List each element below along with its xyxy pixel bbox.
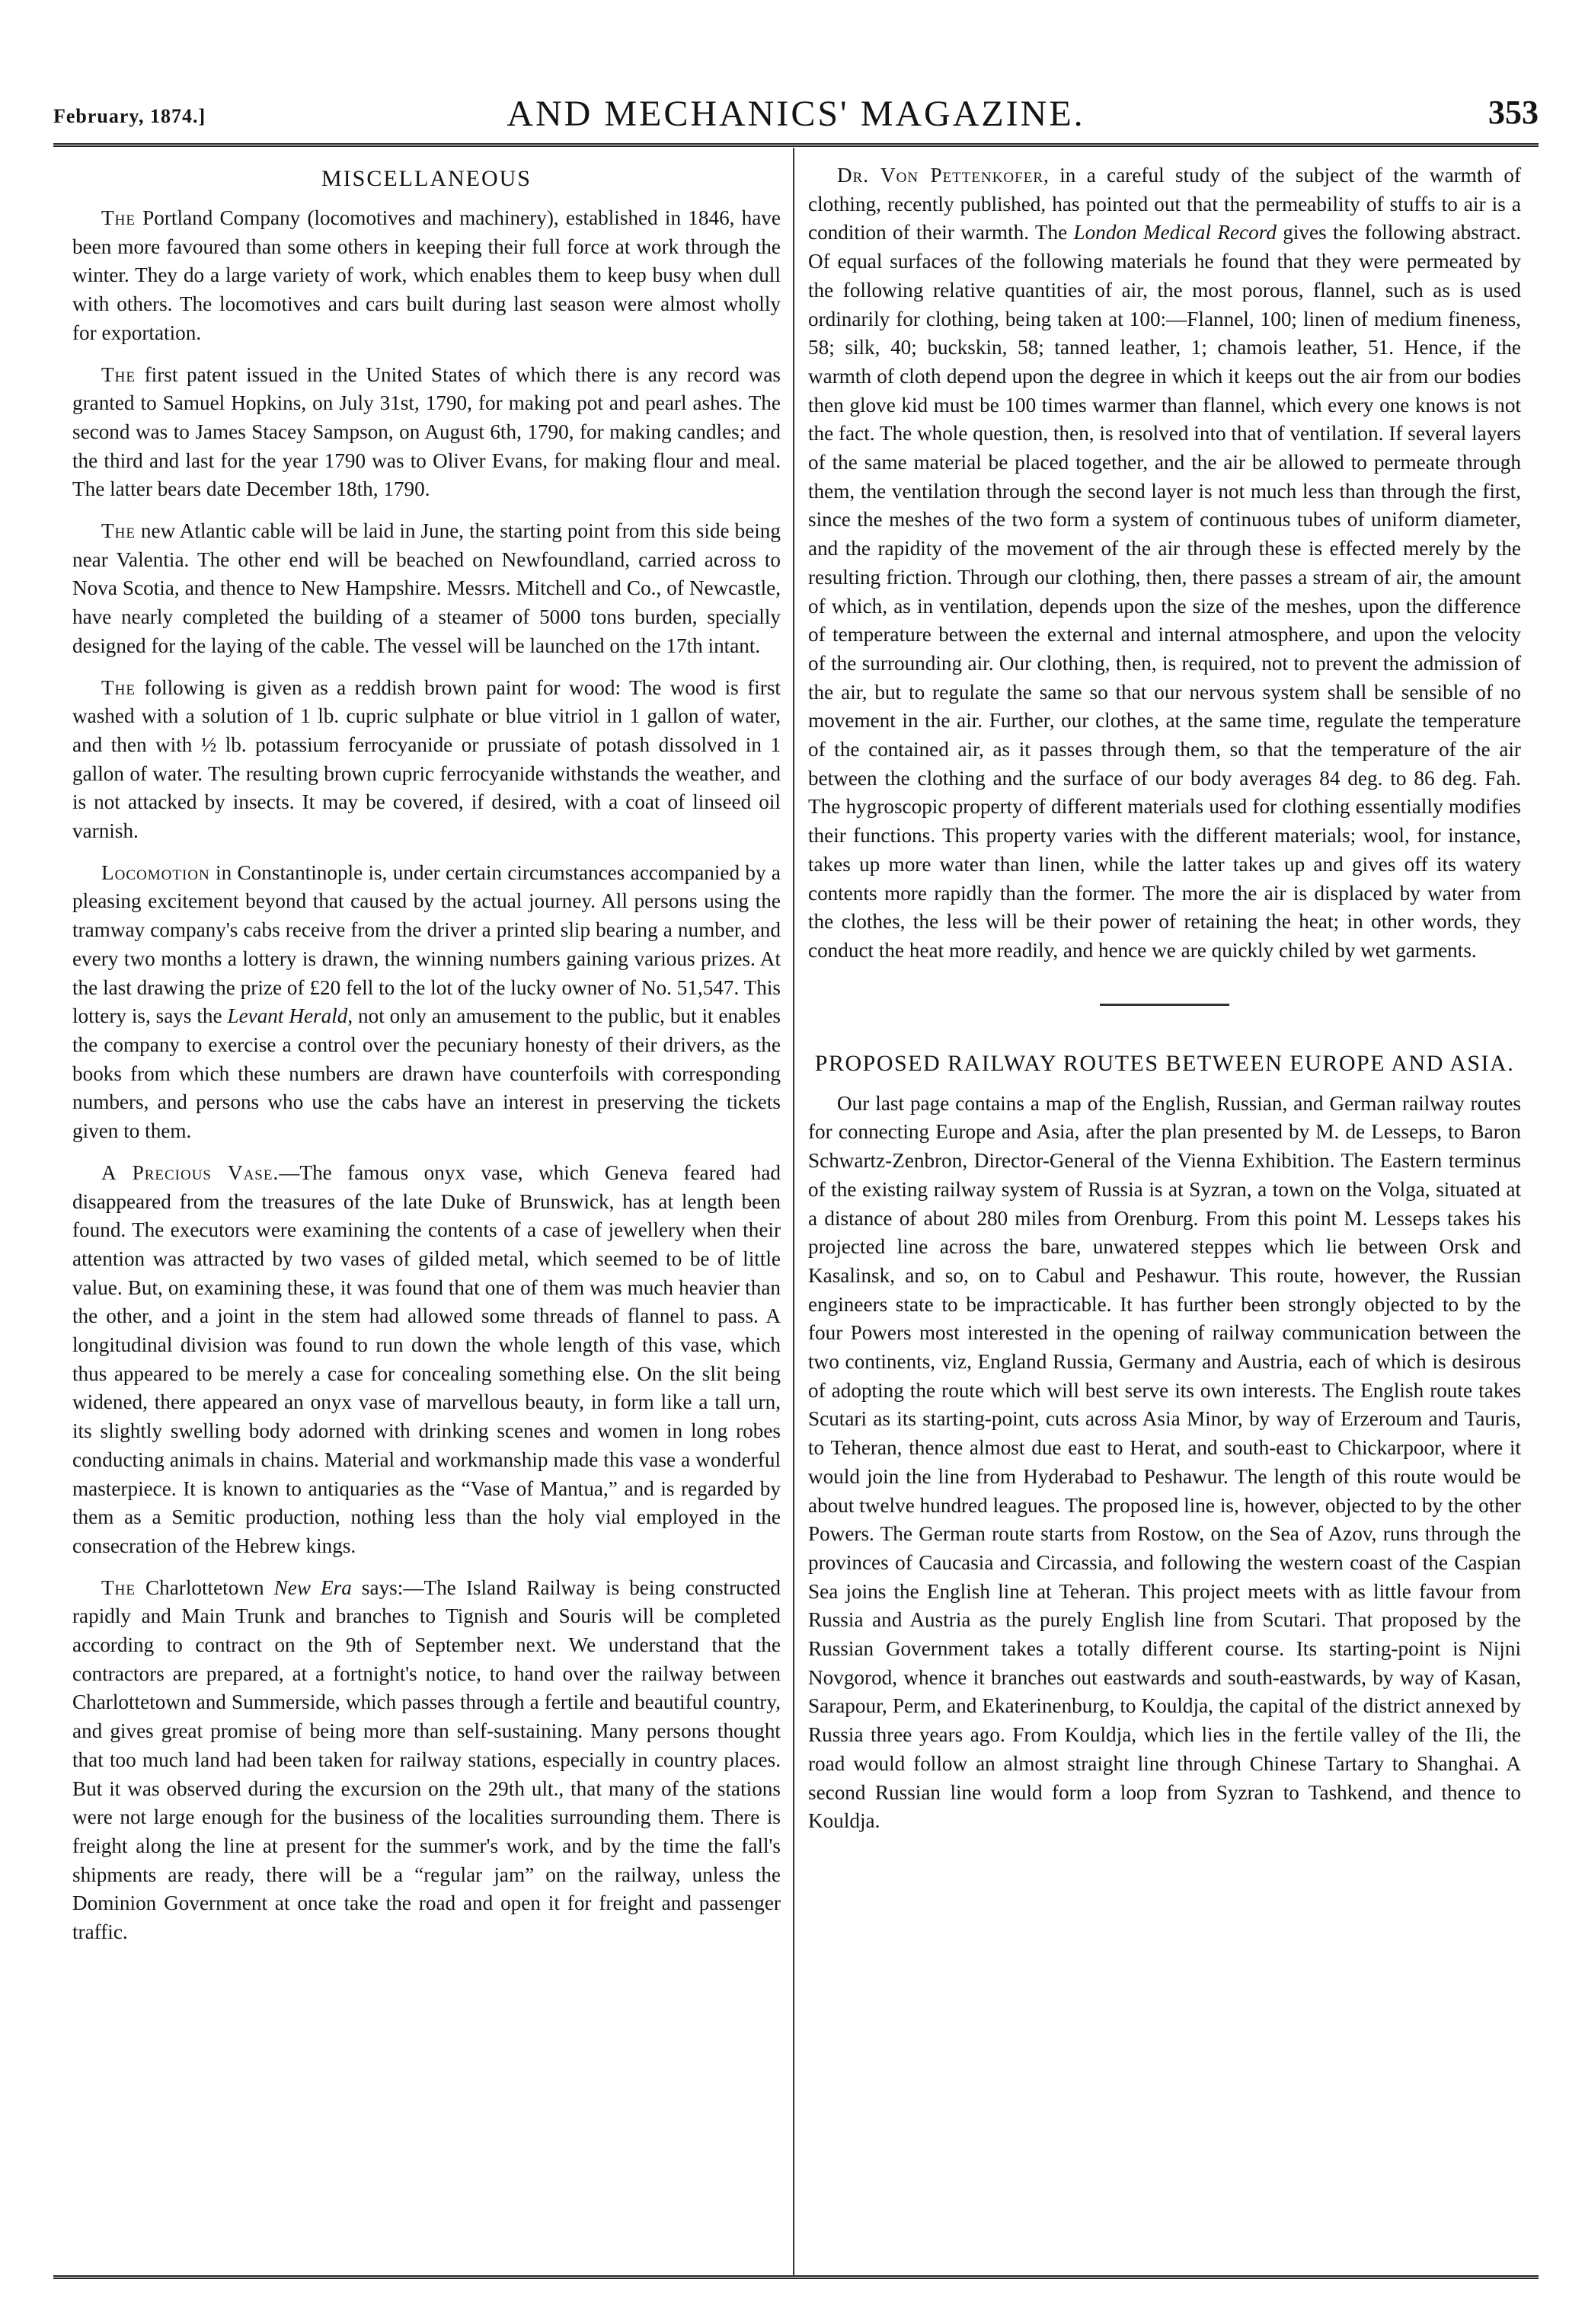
paragraph-text: Charlottetown — [135, 1575, 274, 1599]
paragraph-text: first patent issued in the United States of which there is any record was granted to Samuel Hopkins, on July 31st, 1790, for making pot and pearl ashes. The second was to James Stacey Sampson, on August 6th, 1790, for making candles; and the third and last for the year 1790 was to Oliver Evans, for making flour and meal. The latter bears date December 18th, 1790. — [72, 362, 781, 501]
page-number: 353 — [1488, 94, 1539, 131]
paragraph-portland-company — [72, 204, 781, 348]
paragraph-text: Portland Company (locomotives and machinery), established in 1846, have been more favoured than some others in keeping their full force at work through the winter. They do a large variety of work, which enables them to keep busy when dull with others. The locomotives and cars built during last season were almost wholly for exportation. — [72, 206, 781, 344]
paragraph-first-patent — [72, 361, 781, 505]
paragraph-text: in Constantinople is, under certain circumstances accompanied by a pleasing excitement beyond that caused by the actual journey. All persons using the tramway company's cabs receive from the driver a printed slip bearing a number, and every two months a lottery is drawn, the winning numbers gaining various prizes. At the last drawing the prize of £20 fell to the lot of the lucky owner of No. 51,547. This lottery is, says the — [72, 860, 781, 1028]
paragraph-text: says:—The Island Railway is being constructed rapidly and Main Trunk and branches to Tignish and Souris will be completed according to contract on the 9th of September next. We understand that the contractors are prepared, at a fortnight's notice, to hand over the railway between Charlottetown and Summerside, which passes through a fertile and beautiful country, and gives great promise of being more than self-sustaining. Many persons thought that too much land had been taken for railway stations, especially in country places. But it was observed during the excursion on the 29th ult., that many of the stations were not large enough for the business of the localities surrounding them. There is freight along the line at present for the summer's work, and by the time the fall's shipments are ready, there will be a “regular jam” on the railway, unless the Dominion Government at once take the road and open it for freight and passenger traffic. — [72, 1575, 781, 1944]
paragraph-locomotion-constantinople — [72, 859, 781, 1146]
paragraph-text: following is given as a reddish brown paint for wood: The wood is first washed with a solution of 1 lb. cupric sulphate or blue vitriol in 1 gallon of water, and then with ½ lb. potassium ferrocyanide or prussiate of potash dissolved in 1 gallon of water. The resulting brown cupric ferrocyanide withstands the weather, and is not attacked by insects. It may be covered, if desired, with a coat of linseed oil varnish. — [72, 675, 781, 843]
publication-title: New Era — [273, 1575, 352, 1599]
paragraph-lead: The — [101, 519, 136, 543]
paragraph-clothing-warmth — [808, 161, 1521, 966]
section-heading-miscellaneous: MISCELLANEOUS — [321, 166, 532, 191]
paragraph-text: new Atlantic cable will be laid in June, the starting point from this side being near Valentia. The other end will be beached on Newfoundland, carried across to Nova Scotia, and thence to New Hampshire. Messrs. Mitchell and Co., of Newcastle, have nearly completed the building of a steamer of 5000 tons burden, specially designed for the laying of the cable. The vessel will be launched on the 17th intant. — [72, 519, 781, 657]
running-header — [53, 90, 1539, 143]
left-column — [72, 161, 781, 1960]
paragraph-text: Our last page contains a map of the English, Russian, and German railway routes for connecting Europe and Asia, after the plan presented by M. de Lesseps, to Baron Schwartz-Zenbron, Director-General of the Vienna Exhibition. The Eastern terminus of the existing railway system of Russia is at Syzran, a town on the Volga, situated at a distance of about 280 miles from Orenburg. From this point M. Lesseps takes his projected line across the bare, unwatered steppes which lie between Orsk and Kasalinsk, and so, on to Cabul and Peshawur. This route, however, the Russian engineers state to be impracticable. It has further been strongly objected to by the four Powers most interested in the opening of railway communication between the two continents, viz, England Russia, Germany and Austria, each of which is desirous of adopting the route which will best serve its own interests. The English route takes Scutari as its starting-point, cuts across Asia Minor, by way of Erzeroum and Tauris, to Teheran, thence almost due east to Herat, and south-east to Chickarpoor, where it would join the line from Hyderabad to Peshawur. The length of this route would be about twelve hundred leagues. The proposed line is, however, objected to by the other Powers. The German route starts from Rostow, on the Sea of Azov, runs through the provinces of Caucasia and Circassia, and following the western coast of the Caspian Sea joins the English line at Teheran. This project meets with as little favour from Russia and Austria as the purely English line from Scutari. That proposed by the Russian Government takes a totally different course. Its starting-point is Nijni Novgorod, whence it branches out eastwards and south-eastwards, by way of Kasan, Sarapour, Perm, and Ekaterinenburg, to Kouldja, the capital of the district annexed by Russia three years ago. From Kouldja, which lies in the fertile valley of the Ili, the road would follow an almost straight line through Chinese Tartary to Shanghai. A second Russian line would form a loop from Syzran to Tashkend, and thence to Kouldja. — [808, 1091, 1521, 1833]
paragraph-lead: The — [101, 362, 136, 386]
paragraph-precious-vase — [72, 1159, 781, 1561]
issue-date: February, 1874.] — [53, 105, 206, 127]
paragraph-text: gives the following abstract. Of equal surfaces of the following materials he found that they were permeated by the following relative quantities of air, the most porous, flannel, such as is used ordinarily for clothing, being taken at 100:—Flannel, 100; linen of medium fineness, 58; silk, 40; buckskin, 58; tanned leather, 1; chamois leather, 51. Hence, if the warmth of cloth depend upon the degree in which it keeps out the air from our bodies then glove kid must be 100 times warmer than flannel, which every one knows is not the fact. The whole question, then, is resolved into that of ventilation. If several layers of the same material be placed together, and the air be allowed to permeate through them, the ventilation through the second layer is not much less than through the first, since the meshes of the two form a system of continuous tubes of uniform diameter, and the rapidity of the movement of the air through these is effected merely by the resulting friction. Through our clothing, then, there passes a stream of air, the amount of which, as in ventilation, depends upon the size of the meshes, upon the difference of temperature between the external and internal atmosphere, and upon the velocity of the surrounding air. Our clothing, then, is required, not to prevent the admission of the air, but to regulate the same so that our nervous system shall be sensible of no movement in the air. Further, our clothes, at the same time, regulate the temperature of the contained air, as it passes through them, so that the temperature of the air between the clothing and the surface of our body averages 84 deg. to 86 deg. Fah. The hygroscopic property of different materials used for clothing essentially modifies their functions. This property varies with the different materials; wool, for instance, takes up more water than linen, while the latter takes up and gives off its watery contents more rapidly than the former. The more the air is displaced by water from the clothes, the less will be their power of retaining the heat; in other words, they conduct the heat more readily, and hence we are quickly chiled by wet garments. — [808, 221, 1521, 962]
magazine-title: AND MECHANICS' MAGAZINE. — [506, 94, 1085, 134]
section-heading-railway-routes: PROPOSED RAILWAY ROUTES BETWEEN EUROPE AND ASIA. — [814, 1050, 1515, 1076]
paragraph-text: , in a careful study of the subject of the warmth of clothing, recently published, has pointed out that the permeability of stuffs to air is a condition of their warmth. The — [808, 164, 1522, 244]
paragraph-atlantic-cable — [72, 517, 781, 661]
right-column — [808, 161, 1521, 1849]
paragraph-text: , not only an amusement to the public, but it enables the company to exercise a control over the pecuniary honesty of their drivers, as the books from which these numbers are drawn have counterfoils with corresponding numbers, and persons who use the cabs have an interest in preserving the tickets given to them. — [72, 1004, 781, 1143]
paragraph-brown-paint — [72, 674, 781, 846]
publication-title: London Medical Record — [1073, 221, 1277, 244]
section-divider-rule — [1100, 1004, 1229, 1006]
paragraph-railway-routes — [808, 1090, 1521, 1836]
paragraph-island-railway — [72, 1574, 781, 1947]
paragraph-lead: Locomotion — [101, 860, 210, 884]
paragraph-lead: The — [101, 1575, 136, 1599]
publication-title: Levant Herald — [227, 1004, 348, 1028]
paragraph-text: —The famous onyx vase, which Geneva feared had disappeared from the treasures of the late Duke of Brunswick, has at length been found. The executors were examining the contents of a case of jewellery when their attention was attracted by two vases of gilded metal, which seemed to be of little value. But, on examining these, it was found that one of them was much heavier than the other, and a joint in the stem had allowed some threads of flannel to pass. A longitudinal division was found to run down the whole length of this vase, which thus appeared to be merely a case for concealing something else. On the slit being widened, there appeared an onyx vase of marvellous beauty, in form like a tall urn, its slightly swelling body adorned with drinking scenes and women in long robes conducting animals in chains. Material and workmanship made this vase a wonderful masterpiece. It is known to antiquaries as the “Vase of Mantua,” and is regarded by them as a Semitic production, nothing less than the holy vial employed in the consecration of the Hebrew kings. — [72, 1160, 781, 1557]
paragraph-lead: The — [101, 206, 136, 229]
paragraph-lead: The — [101, 675, 136, 699]
column-divider — [793, 148, 794, 2276]
paragraph-lead: A Precious Vase. — [101, 1160, 280, 1184]
paragraph-lead: Dr. Von Pettenkofer — [837, 164, 1044, 187]
